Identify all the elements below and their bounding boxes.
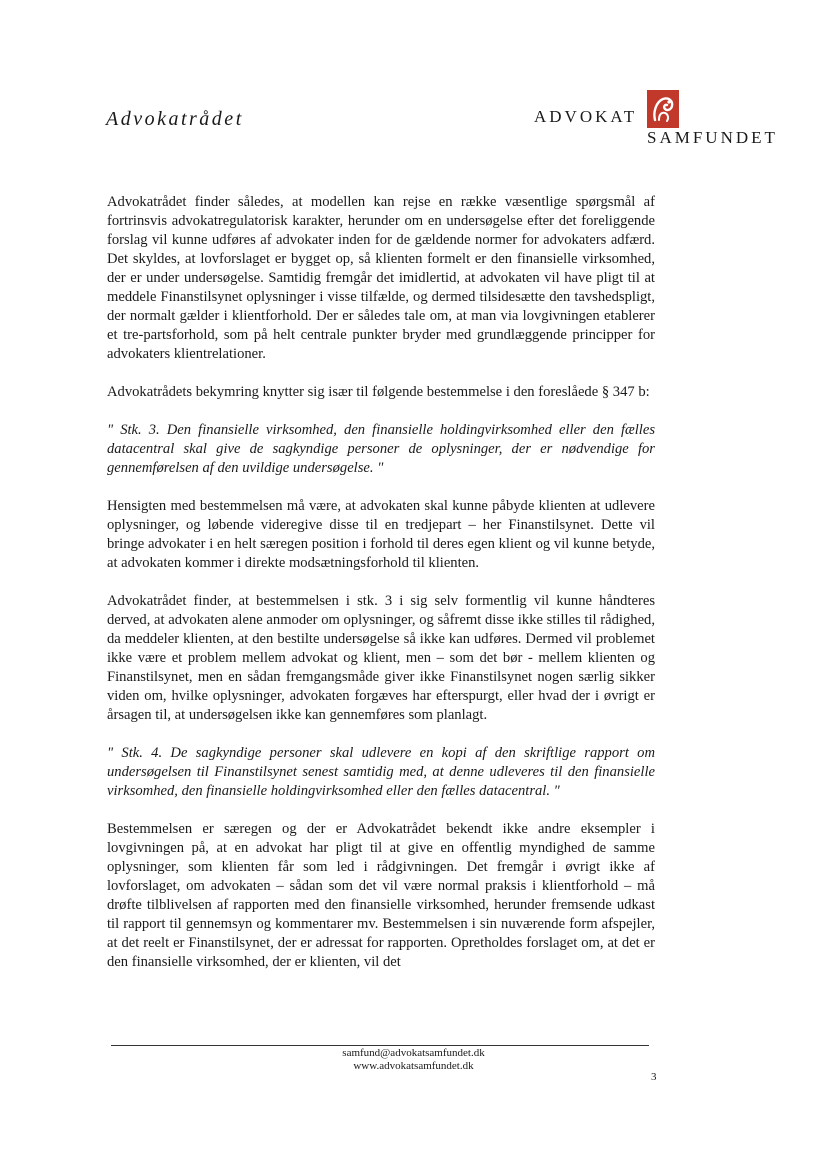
page-number: 3	[651, 1071, 657, 1083]
paragraph: Hensigten med bestemmelsen må være, at advokaten skal kunne påbyde klienten at udlevere oplysninger, og løbende videregive disse til en tredjepart – her Finanstilsynet. Dette vil bringe advokater i en helt særegen position i forhold til deres egen klient og vil kunne betyde, at advokaten kommer i direkte modsætningsforhold til klienten.	[107, 498, 655, 571]
advokatsamfundet-emblem-icon	[647, 90, 679, 128]
paragraph: Advokatrådet finder, at bestemmelsen i stk. 3 i sig selv formentlig vil kunne håndteres derved, at advokaten alene anmoder om oplysninger, og såfremt disse ikke stilles til rådighed, da meddeler klienten, at den bestilte undersøgelse så ikke kan udføres. Dermed vil problemet ikke være et problem mellem advokat og klient, men – som det bør - mellem klienten og Finanstilsynet, men en sådan fremgangsmåde giver ikke Finanstilsynet nogen særlig sikker viden om, hvilke oplysninger, advokaten forgæves har efterspurgt, eller hvad der i øvrigt er årsagen til, at undersøgelsen ikke kan gennemføres som planlagt.	[107, 593, 655, 723]
footer-divider	[111, 1045, 649, 1046]
header-title: Advokatrådet	[106, 108, 244, 130]
paragraph: Bestemmelsen er særegen og der er Advokatrådet bekendt ikke andre eksempler i lovgivningen på, at en advokat har pligt til at give en offentlig myndighed de samme oplysninger, som klienten får som led i rådgivningen. Det fremgår i øvrigt ikke af lovforslaget, om advokaten – sådan som det vil være normal praksis i klientforhold – må drøfte tilblivelsen af rapporten med den finansielle virksomhed, herunder fremsende udkast til rapport til gennemsyn og kommentarer mv. Bestemmelsen i sin nuværende form afspejler, at det reelt er Finanstilsynet, der er adressat for rapporten. Opretholdes forslaget om, at det er den finansielle virksomhed, der er klienten, vil det	[107, 821, 655, 970]
footer-website[interactable]: www.advokatsamfundet.dk	[353, 1060, 474, 1072]
paragraph: Advokatrådet finder således, at modellen kan rejse en række væsentlige spørgsmål af fortrinsvis advokatregulatorisk karakter, herunder om en undersøgelse efter det foreliggende forslag vil kunne udføres af advokater inden for de gældende normer for advokaters adfærd. Det skyldes, at lovforslaget er bygget op, så klienten formelt er den finansielle virksomhed, der er under undersøgelse. Samtidig fremgår det imidlertid, at advokaten vil have pligt til at meddele Finanstilsynet oplysninger i visse tilfælde, og dermed tilsidesætte den tavshedspligt, der normalt gælder i klientforhold. Der er således tale om, at man via lovgivningen etablerer et tre-partsforhold, som på helt centrale punkter bryder med grundlæggende principper for advokaters klientrelationer.	[107, 194, 655, 362]
advokatsamfundet-logo	[534, 90, 794, 150]
paragraph: Advokatrådets bekymring knytter sig især til følgende bestemmelse i den foreslåede § 347 b:	[107, 384, 650, 400]
letter-body	[107, 193, 655, 991]
quoted-provision: " Stk. 4. De sagkyndige personer skal udlevere en kopi af den skriftlige rapport om undersøgelsen til Finanstilsynet senest samtidig med, at denne udleveres til den finansielle virksomhed, den finansielle holdingvirksomhed eller den fælles datacentral. "	[107, 745, 655, 799]
logo-word-samfundet: SAMFUNDET	[647, 128, 778, 147]
quoted-provision: " Stk. 3. Den finansielle virksomhed, den finansielle holdingvirksomhed eller den fælles datacentral skal give de sagkyndige personer de oplysninger, der er nødvendige for gennemførelsen af den uvildige undersøgelse. "	[107, 422, 655, 476]
logo-word-advokat: ADVOKAT	[534, 107, 638, 126]
footer-email[interactable]: samfund@advokatsamfundet.dk	[342, 1047, 485, 1059]
